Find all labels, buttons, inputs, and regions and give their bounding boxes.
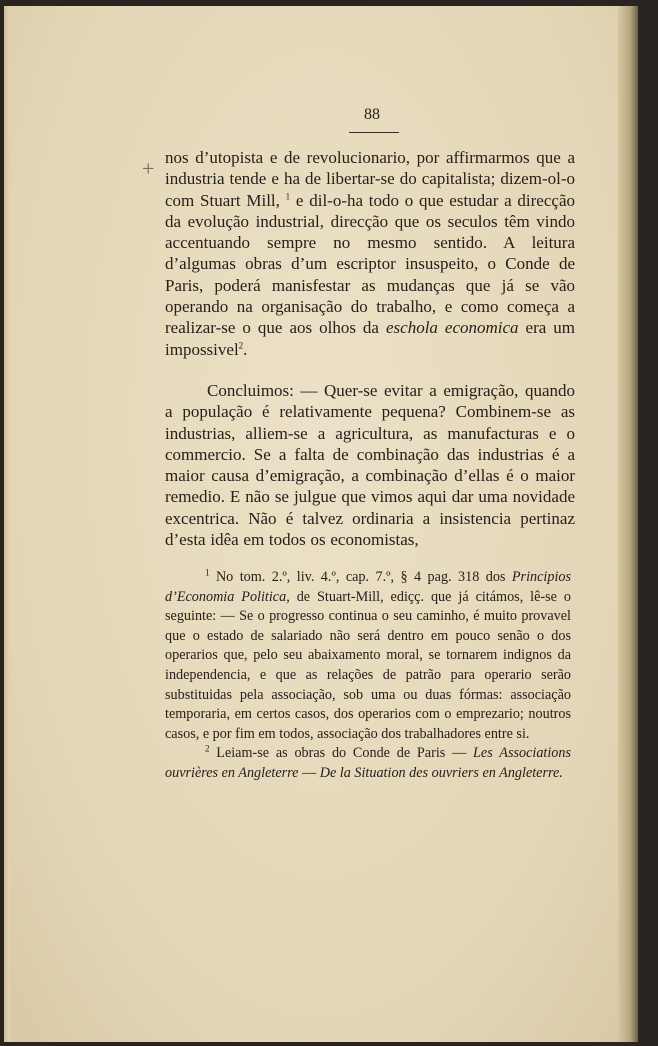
footnote-2 (165, 744, 571, 783)
footnotes (165, 568, 571, 784)
paragraph-1-end: . (243, 339, 248, 359)
margin-annotation-mark: + (142, 156, 155, 181)
book-gutter (618, 6, 638, 1042)
footnote-1 (165, 568, 571, 744)
footnote-1-text-b: de Stuart-Mill, ediçç. que já citámos, lê-se o seguinte: — Se o progresso continua o seu caminho, é muito provavel que o estado de salariado não será dentro em pouco senão o dos operarios que, pelo seu abaixamento moral, se tornarem indignos da independencia, e que as relações de patrão para operario serão substituidas pela associação, sob uma ou duas fórmas: associação temporaria, em certos casos, dos operarios com o emprezario; noutros casos, e por fim em todos, associação dos trabalhadores entre si. (165, 588, 571, 742)
paragraph-gap (165, 360, 575, 380)
footnote-2-italic-a: Les Associations ouvrières en Angleterre (165, 745, 572, 781)
footnote-2-dash: — (301, 764, 317, 781)
footnote-2-text-a: Leiam-se as obras do Conde de Paris — (216, 745, 467, 762)
page-number: 88 (364, 106, 380, 123)
footnote-ref-1: 1 (285, 190, 291, 201)
page-left-edge (4, 6, 10, 1042)
footnote-1-italic: Principios d’Economia Politica, (165, 569, 572, 605)
header-rule (349, 132, 399, 133)
paragraph-1 (165, 147, 575, 360)
footnote-2-marker: 2 (205, 743, 210, 754)
paragraph-2: Concluimos: — Quer-se evitar a emigração, quando a população é relativamente pequena? Combinem-se as industrias, alliem-se a agricultura, as manufacturas e o commercio. Se a falta de combinação das industrias é a maior causa d’emigração, a combinação d’ellas é o maior remedio. E não se julgue que vimos aqui dar uma novidade excentrica. Não é talvez ordinaria a insistencia pertinaz d’esta idêa em todos os economistas, (165, 380, 575, 550)
main-text (165, 147, 575, 550)
footnote-1-marker: 1 (205, 567, 210, 578)
footnote-2-italic-b: De la Situation des ouvriers en Angleterre. (319, 764, 563, 781)
footnote-ref-2: 2 (238, 340, 244, 351)
book-page (4, 6, 638, 1042)
paragraph-1-text-a: nos d’utopista e de revolucionario, por affirmarmos que a industria tende e ha de libertar-se do capitalista; dizem-ol-o com Stuart Mill, (165, 148, 575, 210)
paragraph-1-text-c: era um impossivel (165, 318, 576, 359)
paragraph-1-italic: eschola economica (385, 318, 519, 338)
footnote-1-text-a: No tom. 2.º, liv. 4.º, cap. 7.º, § 4 pag. 318 dos (215, 569, 506, 585)
paragraph-1-text-b: e dil-o-ha todo o que estudar a direcção da evolução industrial, direcção que os seculos têm vindo accentuando sempre no mesmo sentido. A leitura d’algumas obras d’um escriptor insuspeito, o Conde de Paris, poderá manisfestar as mudanças que já se vão operando na organisação do trabalho, e como começa a realizar-se o que aos olhos da (165, 190, 575, 338)
